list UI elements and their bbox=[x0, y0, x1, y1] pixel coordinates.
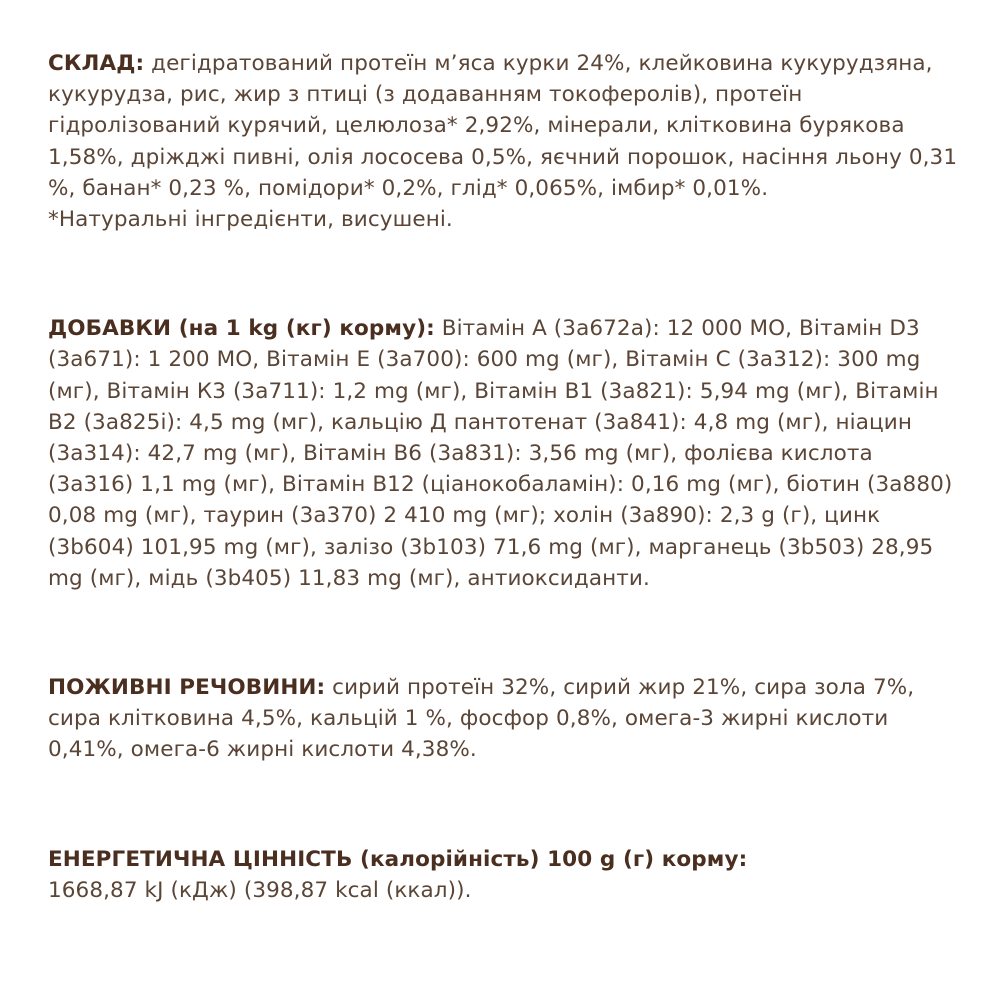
additives-section bbox=[48, 313, 958, 594]
additives-label: ДОБАВКИ (на 1 kg (кг) корму): bbox=[48, 316, 435, 342]
energy-section bbox=[48, 844, 958, 906]
composition-text: дегідратований протеїн м’яса курки 24%, клейковина кукурудзяна, кукурудза, рис, жир з птиці (з додаванням токоферолів), протеїн гідролізований курячий, целюлоза* 2,92%, мінерали, клітковина бурякова 1,58%, дріжджі пивні, олія лососева 0,5%, яєчний порошок, насіння льону 0,31 %, банан* 0,23 %, помідори* 0,2%, глід* 0,065%, імбир* 0,01%. bbox=[48, 51, 958, 201]
additives-text: Вітамін А (3а672а): 12 000 МО, Вітамін D3 (3а671): 1 200 МО, Вітамін Е (3а700): 600 mg (мг), Вітамін С (3а312): 300 mg (мг), Вітамін К3 (3а711): 1,2 mg (мг), Вітамін В1 (3а821): 5,94 mg (мг), Вітамін В2 (3а825і): 4,5 mg (мг), кальцію Д пантотенат (3а841): 4,8 mg (мг), ніацин (3а314): 42,7 mg (мг), Вітамін В6 (3а831): 3,56 mg (мг), фолієва кислота (3а316) 1,1 mg (мг), Вітамін В12 (ціанокобаламін): 0,16 mg (мг), біотин (3а880) 0,08 mg (мг), таурин (3а370) 2 410 mg (мг); холін (3а890): 2,3 g (г), цинк (3b604) 101,95 mg (мг), залізо (3b103) 71,6 mg (мг), марганець (3b503) 28,95 mg (мг), мідь (3b405) 11,83 mg (мг), антиоксиданти. bbox=[48, 316, 953, 591]
energy-text: 1668,87 kJ (кДж) (398,87 kcal (ккал)). bbox=[48, 877, 472, 903]
nutrients-section bbox=[48, 672, 958, 766]
composition-label: СКЛАД: bbox=[48, 51, 145, 76]
composition-section bbox=[48, 48, 958, 235]
nutrients-label: ПОЖИВНІ РЕЧОВИНИ: bbox=[48, 675, 326, 701]
nutrients-text: сирий протеїн 32%, сирий жир 21%, сира зола 7%, сира клітковина 4,5%, кальцій 1 %, фосфор 0,8%, омега-3 жирні кислоти 0,41%, омега-6 жирні кислоти 4,38%. bbox=[48, 675, 915, 763]
composition-footnote: *Натуральні інгредієнти, висушені. bbox=[48, 207, 453, 233]
energy-label: ЕНЕРГЕТИЧНА ЦІННІСТЬ (калорійність) 100 g (г) корму: bbox=[48, 846, 748, 872]
product-info-page bbox=[48, 48, 958, 906]
